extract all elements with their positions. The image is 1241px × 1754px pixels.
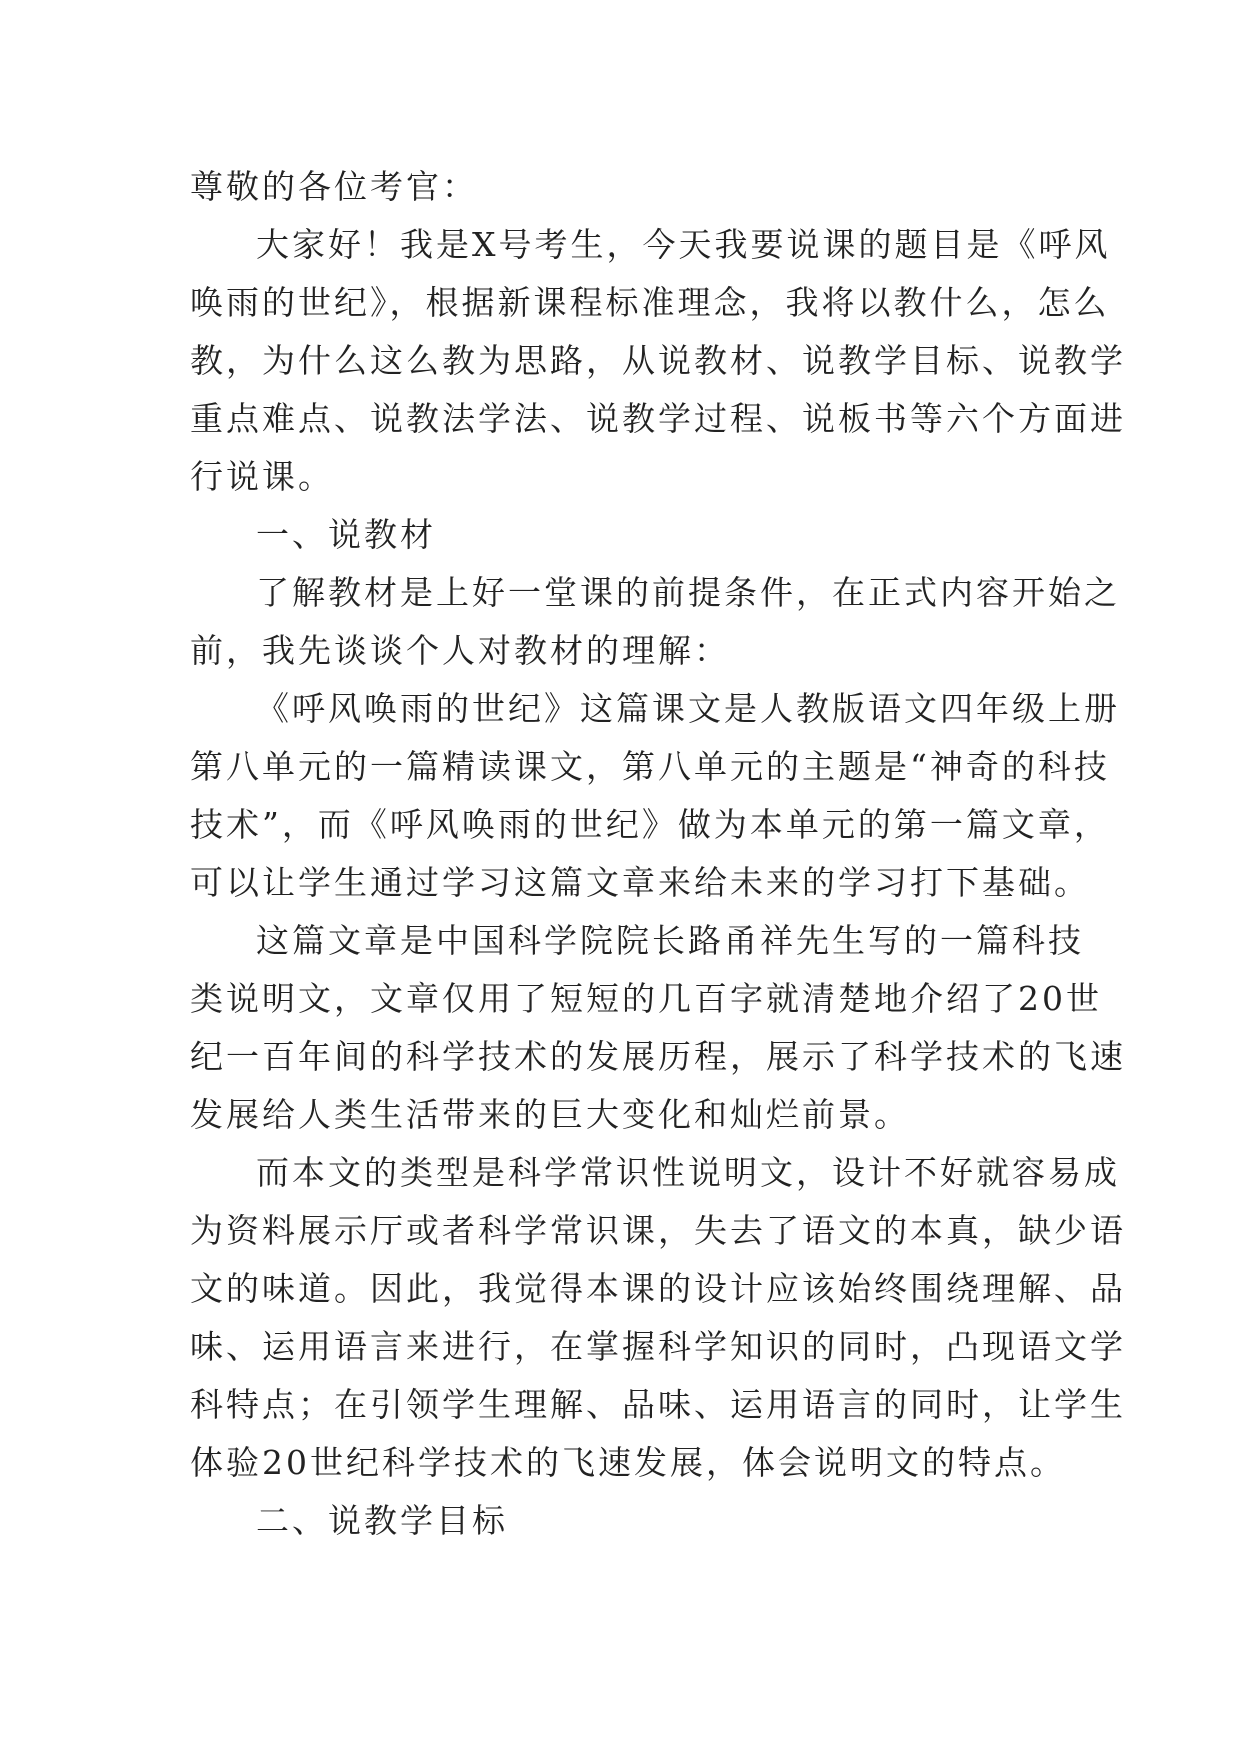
paragraph-line: 了解教材是上好一堂课的前提条件，在正式内容开始之: [256, 573, 1120, 612]
section-heading: 二、说教学目标: [256, 1501, 508, 1540]
paragraph-line: 重点难点、说教法学法、说教学过程、说板书等六个方面进: [190, 399, 1126, 438]
paragraph-line: 大家好！我是X号考生，今天我要说课的题目是《呼风: [256, 225, 1111, 264]
paragraph-line: 技术”，而《呼风唤雨的世纪》做为本单元的第一篇文章，: [190, 805, 1110, 844]
paragraph-line: 教，为什么这么教为思路，从说教材、说教学目标、说教学: [190, 341, 1126, 380]
paragraph-line: 《呼风唤雨的世纪》这篇课文是人教版语文四年级上册: [256, 689, 1120, 728]
paragraph-line: 文的味道。因此，我觉得本课的设计应该始终围绕理解、品: [190, 1269, 1126, 1308]
paragraph-line: 第八单元的一篇精读课文，第八单元的主题是“神奇的科技: [190, 747, 1110, 786]
paragraph-line: 纪一百年间的科学技术的发展历程，展示了科学技术的飞速: [190, 1037, 1126, 1076]
paragraph-line: 科特点；在引领学生理解、品味、运用语言的同时，让学生: [190, 1385, 1126, 1424]
paragraph-line: 可以让学生通过学习这篇文章来给未来的学习打下基础。: [190, 863, 1090, 902]
salutation: 尊敬的各位考官：: [190, 167, 478, 206]
paragraph-line: 前，我先谈谈个人对教材的理解：: [190, 631, 730, 670]
paragraph-line: 而本文的类型是科学常识性说明文，设计不好就容易成: [256, 1153, 1120, 1192]
paragraph-line: 唤雨的世纪》，根据新课程标准理念，我将以教什么，怎么: [190, 283, 1110, 322]
section-heading: 一、说教材: [256, 515, 436, 554]
paragraph-line: 这篇文章是中国科学院院长路甬祥先生写的一篇科技: [256, 921, 1084, 960]
paragraph-line: 味、运用语言来进行，在掌握科学知识的同时，凸现语文学: [190, 1327, 1126, 1366]
document-body: [190, 158, 1126, 1550]
paragraph-line: 行说课。: [190, 457, 334, 496]
paragraph-line: 类说明文，文章仅用了短短的几百字就清楚地介绍了20世: [190, 979, 1102, 1018]
paragraph-line: 发展给人类生活带来的巨大变化和灿烂前景。: [190, 1095, 910, 1134]
paragraph-line: 为资料展示厅或者科学常识课，失去了语文的本真，缺少语: [190, 1211, 1126, 1250]
paragraph-line: 体验20世纪科学技术的飞速发展，体会说明文的特点。: [190, 1443, 1066, 1482]
